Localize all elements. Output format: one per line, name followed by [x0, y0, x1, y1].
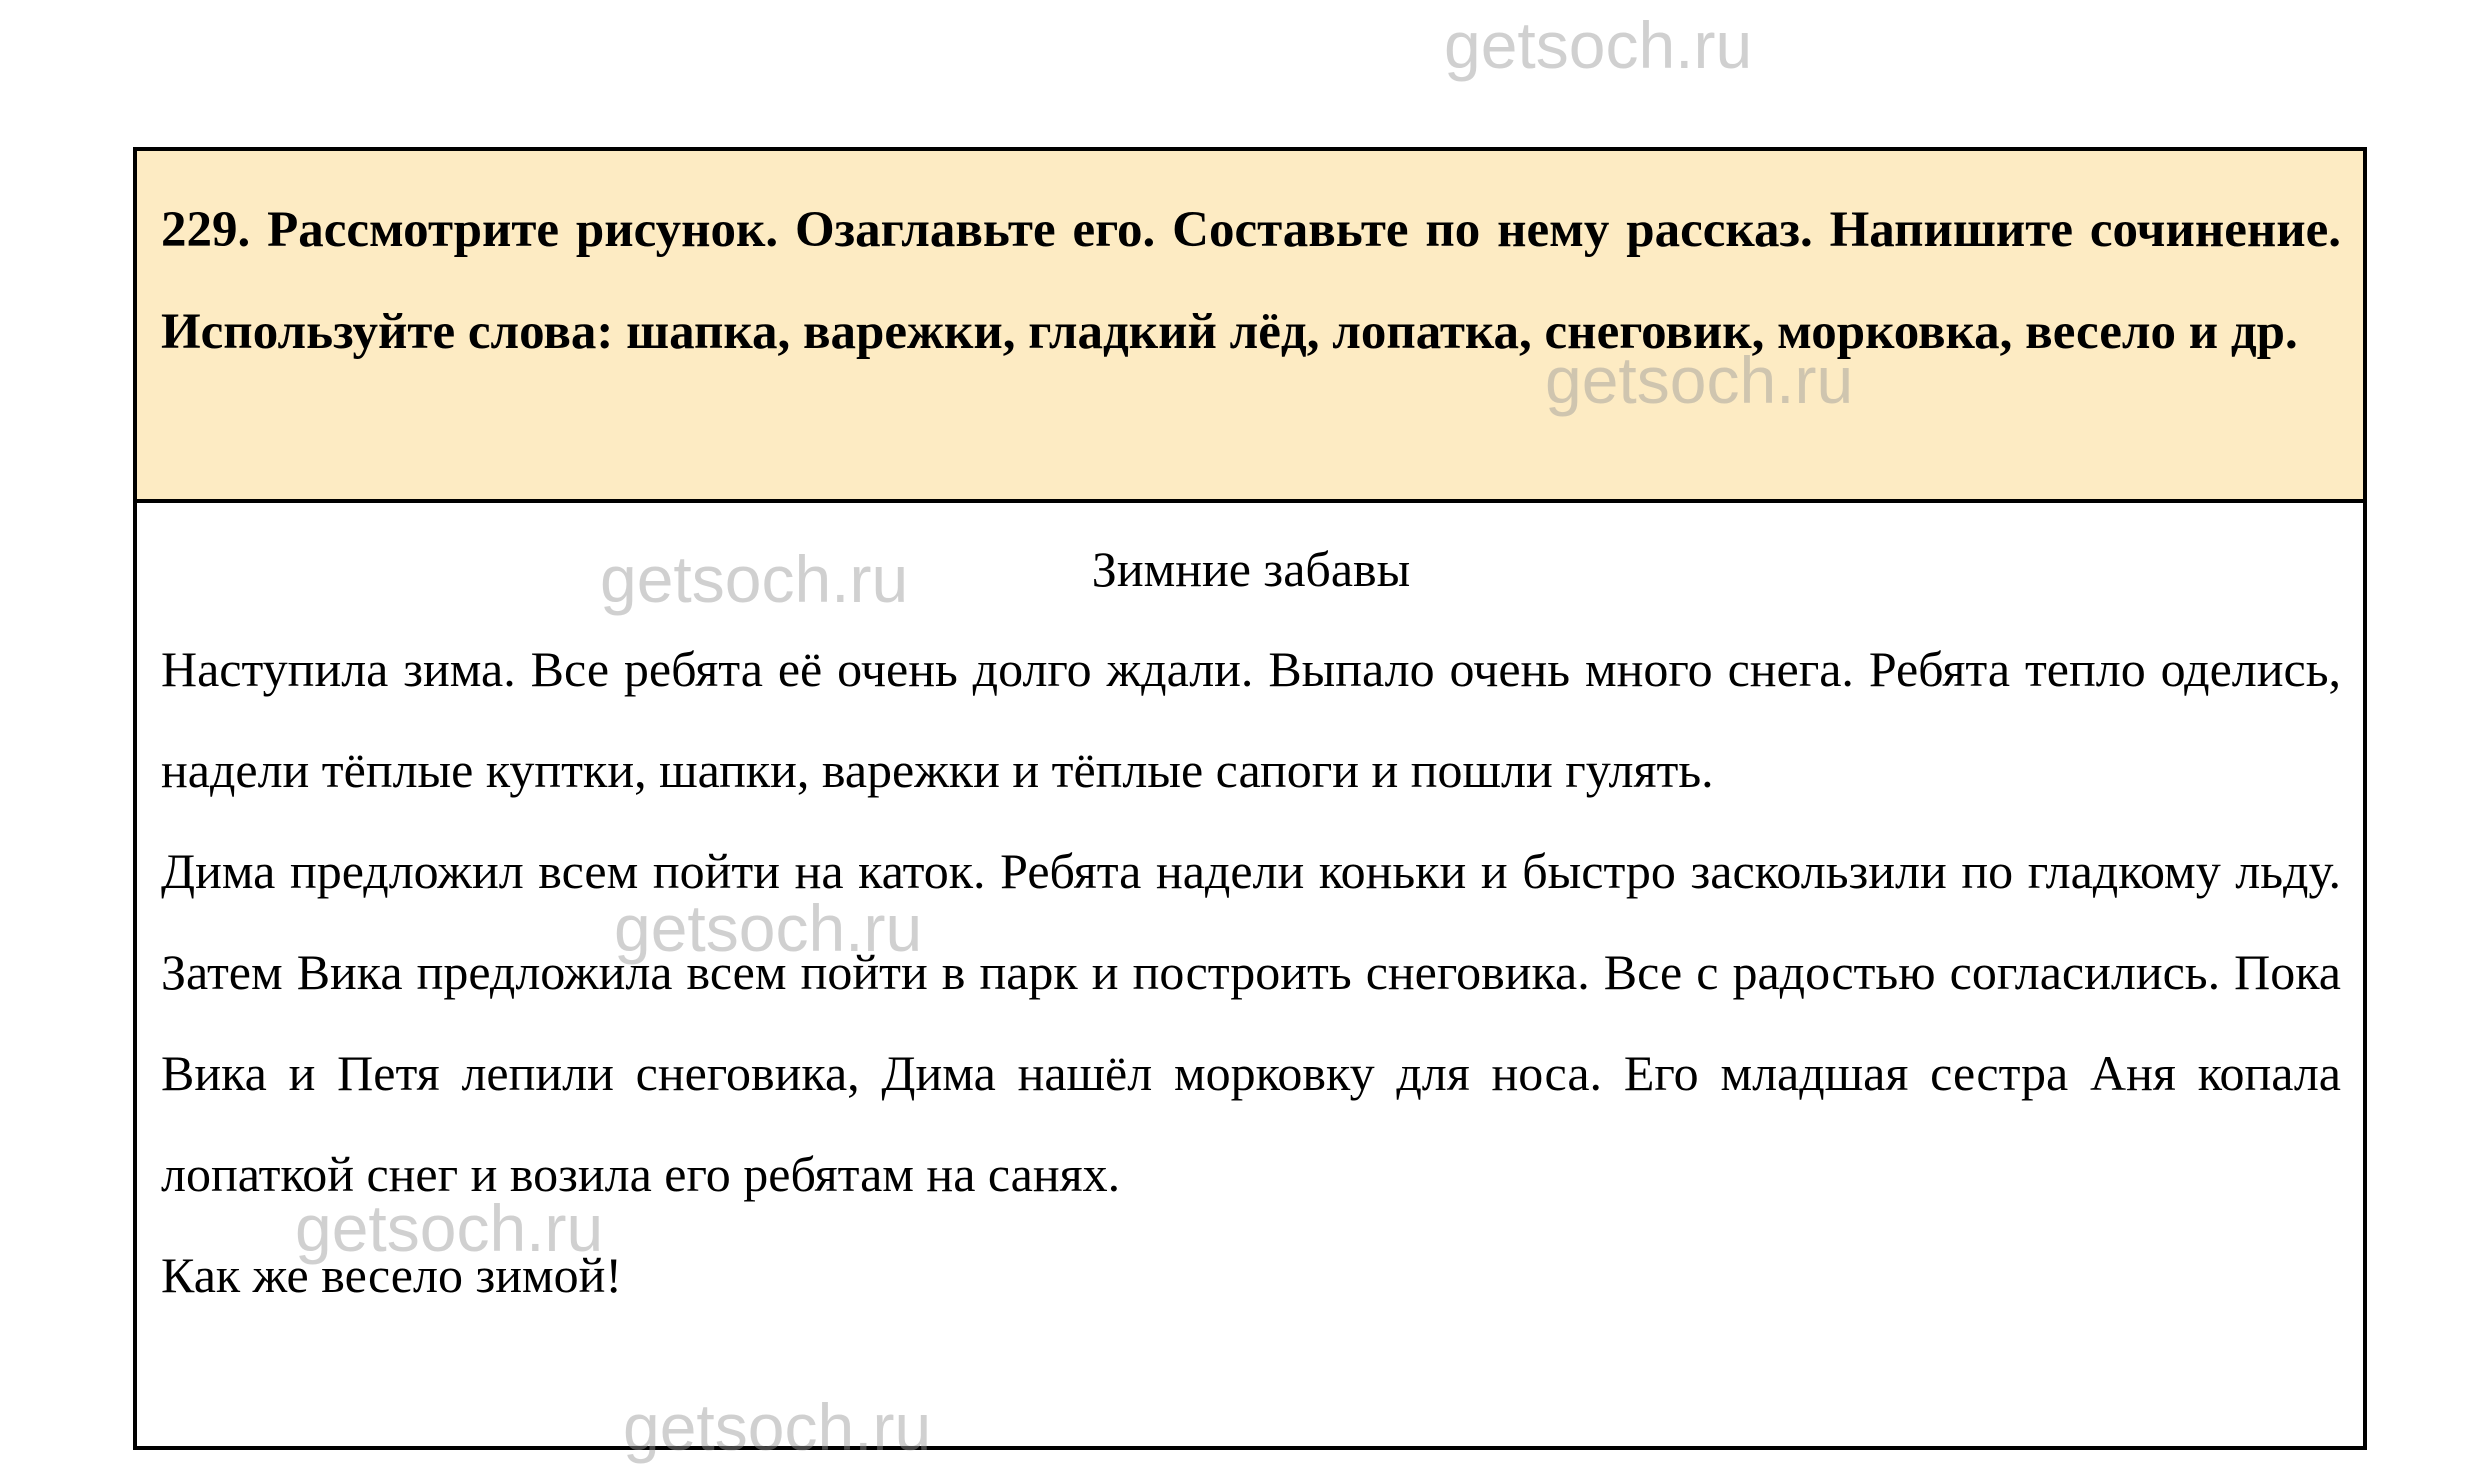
- essay-body: [137, 503, 2363, 1326]
- essay-paragraph: Как же весело зимой!: [161, 1247, 623, 1303]
- task-prompt: Рассмотрите рисунок. Озаглавьте его. Составьте по нему рассказ. Напишите сочинение. Используйте слова: шапка, варежки, гладкий лёд, лопатка, снеговик, морковка, весело и др.: [161, 202, 2341, 360]
- task-header: [137, 151, 2363, 503]
- watermark: getsoch.ru: [623, 1390, 932, 1464]
- essay-title: Зимние забавы: [1091, 541, 1411, 597]
- watermark: getsoch.ru: [1545, 343, 1854, 417]
- task-card: [133, 147, 2367, 1450]
- watermark: getsoch.ru: [295, 1191, 604, 1265]
- task-statement: [161, 179, 2341, 383]
- watermark: getsoch.ru: [614, 891, 923, 965]
- watermark: getsoch.ru: [600, 542, 909, 616]
- essay-paragraph: Дима предложил всем пойти на каток. Ребята надели коньки и быстро заскользили по гладкому льду. Затем Вика предложила всем пойти в парк и построить снеговика. Все с радостью согласились. Пока Вика и Петя лепили снеговика, Дима нашёл морковку для носа. Его младшая сестра Аня копала лопаткой снег и возила его ребятам на санях.: [161, 843, 2341, 1202]
- essay-paragraph: Наступила зима. Все ребята её очень долго ждали. Выпало очень много снега. Ребята тепло оделись, надели тёплые куптки, шапки, варежки и тёплые сапоги и пошли гулять.: [161, 641, 2341, 798]
- watermark: getsoch.ru: [1444, 8, 1753, 82]
- task-number: 229.: [161, 202, 251, 258]
